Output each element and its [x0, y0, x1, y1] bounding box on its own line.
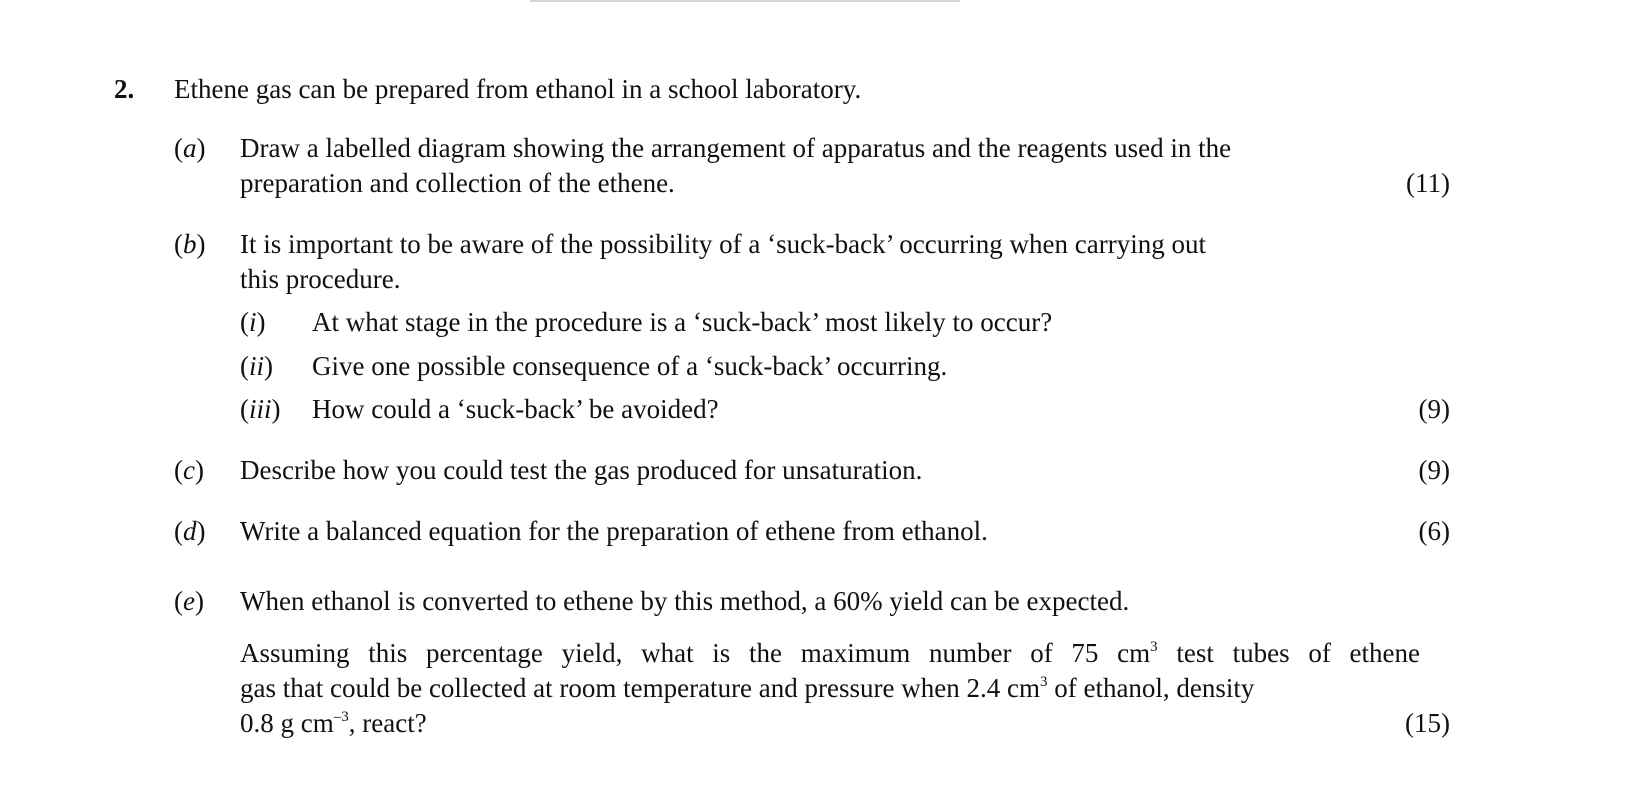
part-e-marks: (15)	[1405, 708, 1450, 738]
part-a-marks: (11)	[1406, 168, 1450, 198]
part-e-line1: When ethanol is converted to ethene by this method, a 60% yield can be expected.	[240, 586, 1130, 616]
part-b-sub-i-text: At what stage in the procedure is a ‘suck-back’ most likely to occur?	[312, 307, 1053, 337]
part-b-label: (b)	[174, 229, 206, 259]
part-c-marks: (9)	[1418, 455, 1450, 485]
part-d-text: Write a balanced equation for the preparation of ethene from ethanol.	[240, 516, 988, 546]
part-b-line1: It is important to be aware of the possibility of a ‘suck-back’ occurring when carrying out	[240, 229, 1206, 259]
part-b-line2: this procedure.	[240, 264, 401, 294]
part-e-para2-line2: gas that could be collected at room temperature and pressure when 2.4 $cm^3$ of ethanol, density	[240, 673, 1255, 703]
part-b-sub-i-label: (i)	[240, 307, 266, 337]
part-b-sub-ii-label: (ii)	[240, 351, 274, 381]
part-b-sub-ii-text: Give one possible consequence of a ‘suck-back’ occurring.	[312, 351, 948, 381]
part-a-line2: preparation and collection of the ethene.	[240, 168, 675, 198]
part-c-text: Describe how you could test the gas produced for unsaturation.	[240, 455, 923, 485]
part-b-sub-iii-label: (iii)	[240, 394, 281, 424]
part-e-label: (e)	[174, 586, 204, 616]
question-stem: Ethene gas can be prepared from ethanol in a school laboratory.	[174, 74, 862, 104]
part-e-para2-line1: Assuming this percentage yield, what is the maximum number of 75 $cm^3$ test tubes of ethene	[240, 638, 1420, 668]
top-rule	[530, 0, 960, 2]
part-b-sub-iii-text: How could a ‘suck-back’ be avoided?	[312, 394, 719, 424]
part-d-marks: (6)	[1418, 516, 1450, 546]
part-b-marks: (9)	[1418, 394, 1450, 424]
part-d-label: (d)	[174, 516, 206, 546]
part-a-line1: Draw a labelled diagram showing the arrangement of apparatus and the reagents used in the	[240, 133, 1232, 163]
part-e-para2-line3: 0.8 g $cm^{-3}$, react?	[240, 708, 427, 738]
question-number: 2.	[114, 74, 135, 104]
part-c-label: (c)	[174, 455, 204, 485]
part-a-label: (a)	[174, 133, 206, 163]
